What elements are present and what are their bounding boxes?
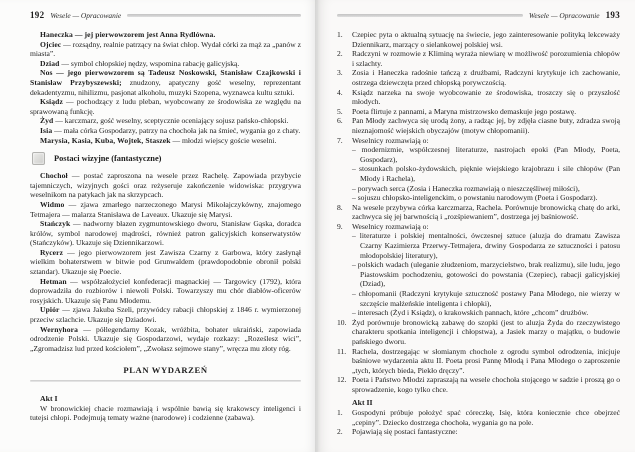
- item-text: Radczyni w rozmowie z Kliminą wyraża niewiarę w możliwość porozumienia chłopów i szlachty.: [352, 49, 620, 68]
- header-rule: [337, 14, 523, 17]
- character-name: Hetman: [40, 276, 67, 286]
- plan-item: [337, 136, 620, 203]
- character-paragraph: Ojciec — rozsądny, realnie patrzący na świat chłop. Wydał córki za mąż za „panów z miasta”.: [30, 39, 301, 59]
- character-paragraph: Chochoł — postać zaproszona na wesele przez Rachelę. Zapowiada przybycie tajemniczych, wizyjnych gości oraz reżyseruje zakończenie widowiska: przygrywa weselnikom na patykach jak na skrzypcach.: [30, 171, 301, 200]
- act2-plan-items: [337, 408, 620, 437]
- item-text: Gospodyni próbuje położyć spać córeczkę, Isię, która koniecznie chce obejrzeć „cepiny”. Dziecko dostrzega chochoła, wygania go na pole.: [352, 408, 620, 427]
- character-paragraph: Isia — mała córka Gospodarzy, patrzy na chochoła jak na śmieć, wygania go z chaty.: [40, 125, 301, 135]
- item-number: 8.: [337, 202, 343, 212]
- plan-subitem: – literaturze i polskiej mentalności, ówczesnej sztuce (aluzja do dramatu Zawisza Czarny Kazimierza Przerwy-Tetmajera, drwiny Gospodarza ze sztuczności i patosu młodopolskiej literatury),: [352, 231, 620, 260]
- plan-item: [337, 427, 620, 437]
- item-text: Na wesele przybywa córka karczmarza, Rachela. Porównuje bronowicką chatę do arki, zachwyca się jej barwnością i „rozśpiewaniem”, dostrzega jej baśniowość.: [352, 202, 620, 222]
- character-paragraph: [30, 30, 301, 40]
- plan-item: [337, 107, 620, 117]
- act1-intro: W bronowickiej chacie rozmawiają i wspólnie bawią się krakowscy inteligenci i tutejsi chłopi. Podejmują tematy ważne (narodowe) i codzienne (zabawa).: [30, 403, 301, 423]
- item-number: 9.: [337, 221, 343, 231]
- act1-heading: Akt I: [40, 394, 58, 403]
- character-paragraphs: [30, 30, 301, 145]
- item-number: 7.: [337, 135, 343, 145]
- plan-subitem: – chłopomanii (Radczyni krytykuje sztuczność postawy Pana Młodego, nie wierzy w szczęście małżeńskie inteligenta i chłopki),: [352, 289, 620, 308]
- character-paragraph: Ksiądz — pochodzący z ludu pleban, wyobcowany ze środowiska ze względu na sprawowaną funkcję.: [30, 97, 301, 116]
- item-text: Zosia i Haneczka radośnie tańczą z drużbami, Radczyni krytykuje ich zachowanie, ostrzega dziewczęta przed chłopską porywczością.: [352, 68, 620, 87]
- running-title: Wesele — Opracowanie: [528, 10, 600, 20]
- plan-subitem: – sojuszu chłopsko-inteligenckim, o powstaniu narodowym (Poeta i Gospodarz).: [352, 193, 598, 203]
- item-number: 11.: [337, 346, 347, 356]
- character-name: Stańczyk: [40, 219, 71, 229]
- page-193: [318, 0, 635, 452]
- plan-item: [337, 222, 620, 318]
- act1-plan-items: [337, 30, 620, 395]
- character-paragraph: Żyd — karczmarz, gość weselny, sceptycznie oceniający sojusz pańsko-chłopski.: [40, 116, 289, 126]
- character-name: Ojciec: [40, 39, 62, 49]
- plan-item: [337, 88, 620, 107]
- item-text: Ksiądz narzeka na swoje wyobcowanie ze środowiska, troszczy się o przyszłość młodych.: [352, 87, 620, 107]
- item-text: Pan Młody zachwyca się urodą żony, a radząc jej, by zdjęła ciasne buty, zdradza swoją nieznajomość wiejskich obyczajów (motyw chłopomanii).: [352, 116, 620, 135]
- plan-item: [337, 116, 620, 135]
- plan-item: [337, 203, 620, 222]
- item-number: 1.: [337, 30, 343, 39]
- character-name: Chochoł: [40, 171, 68, 181]
- item-number: 4.: [337, 87, 343, 97]
- character-name: Żyd: [40, 116, 54, 126]
- character-paragraph: Rycerz — jego pierwowzorem jest Zawisza Czarny z Garbowa, który zasłynął wielkim bohaterstwem w bitwie pod Grunwaldem (prawdopodobnie obronił polski sztandar). Ukazuje się Poecie.: [30, 247, 301, 277]
- plan-item: [337, 347, 620, 376]
- ornament-square-icon: [32, 152, 45, 165]
- plan-subitem: – polskich wadach (uleganie złudzeniom, marzycielstwo, brak realizmu), sile ludu, jego Piastowskim pochodzeniu, gotowości do powstania (Czepiec), rabacji galicyjskiej (Dziad),: [352, 260, 620, 289]
- character-paragraph: Hetman — współzałożyciel konfederacji magnackiej — Targowicy (1792), która doprowadziła do rozbiorów i niewoli Polski. Towarzyszy mu chór diabłów-oficerów rosyjskich. Ukazuje się Panu Młodemu.: [30, 276, 301, 305]
- item-text: Weselnicy rozmawiają o: – literaturze i polskiej mentalności, ówczesnej sztuce (aluzja do dramatu Zawisza Czarny Kazimierza Przerwy-Tetmajera, drwiny Gospodarza ze sztuczności i patosu młodopolskiej literatury), – polskich wadach (uleganie złudzeniom, marzycielstwo, brak realizmu), sile ludu, jego Piastowskim pochodzeniu, gotowości do powstania (Czepiec), rabacji galicyjskiej (Dziad), – chłopomanii (Radczyni krytykuje sztuczność postawy Pana Młodego, nie wierzy w szczęście małżeńskie inteligenta i chłopki), – interesach (Żyd i Ksiądz), o krakowskich pannach, które „chcom” drużbów.: [352, 221, 620, 318]
- section-heading: Postaci wizyjne (fantastyczne): [54, 153, 162, 163]
- item-number: 1.: [337, 408, 343, 418]
- page-number: 192: [30, 10, 45, 20]
- act2-heading: Akt II: [352, 397, 373, 407]
- item-number: 10.: [337, 317, 347, 327]
- item-text: Poeta i Państwo Młodzi zapraszają na wesele chochoła stojącego w sadzie i proszą go o sprowadzenie, kogo tylko chce.: [352, 375, 620, 394]
- item-number: 5.: [337, 106, 343, 116]
- item-number: 2.: [337, 427, 343, 437]
- plan-item: [337, 68, 620, 87]
- character-name: Haneczka — jej pierwowzorem jest Anna Rydlówna.: [40, 30, 216, 39]
- plan-item: [337, 375, 620, 394]
- plan-subitem: – interesach (Żyd i Ksiądz), o krakowskich pannach, które „chcom” drużbów.: [352, 308, 589, 318]
- plan-item: [337, 30, 620, 49]
- item-text: Rachela, dostrzegając w słomianym chochole z ogrodu symbol odrodzenia, inicjuje baśniowe wydarzenia aktu II. Poeta prosi Pannę Młodą i Pana Młodego o zaproszenie „tych, których bieda, Piekło dręczy”.: [352, 346, 620, 375]
- character-name: Isia: [40, 125, 53, 135]
- section-heading-row: [32, 152, 301, 165]
- character-paragraph: Widmo — zjawa zmarłego narzeczonego Marysi Mikołajczykówny, znajomego Tetmajera — malarza Stanisława de Laveaux. Ukazuje się Marysi.: [30, 199, 301, 219]
- character-name: Marysia, Kasia, Kuba, Wojtek, Staszek: [40, 135, 171, 145]
- running-title: Wesele — Opracowanie: [50, 10, 122, 20]
- item-number: 6.: [337, 116, 343, 126]
- running-head-right: [337, 9, 620, 21]
- character-paragraph: Nos — jego pierwowzorem są Tadeusz Noskowski, Stanisław Czajkowski i Stanisław Przybyszewski; znudzony, apatyczny gość weselny, reprezentant dekadentyzmu, nihilizmu, pasjonat alkoholu, muzyki Szopena, wyznawca kultu sztuki.: [30, 68, 301, 97]
- item-text: Czepiec pyta o aktualną sytuację na świecie, jego zainteresowanie polityką lekceważy Dziennikarz, marzący o sielankowej polskiej wsi.: [352, 30, 620, 49]
- item-text: Pojawiają się postaci fantastyczne:: [352, 427, 458, 437]
- plan-subitem: – stosunkach polsko-żydowskich, pięknie wiejskiego krajobrazu i sile chłopów (Pan Młody i Rachela),: [352, 164, 620, 183]
- character-paragraph: Upiór — zjawa Jakuba Szeli, przywódcy rabacji chłopskiej z 1846 r. wymierzonej przeciw szlachcie. Ukazuje się Dziadowi.: [30, 305, 301, 325]
- plan-subitem: – modernizmie, współczesnej literaturze, nastrojach epoki (Pan Młody, Poeta, Gospodarz),: [352, 145, 620, 164]
- visionary-paragraphs: [30, 171, 301, 353]
- character-name: Rycerz: [40, 247, 64, 257]
- plan-heading: PLAN WYDARZEŃ: [123, 365, 208, 376]
- plan-subitem: – porywach serca (Zosia i Haneczka rozmawiają o nieszczęśliwej miłości),: [352, 183, 580, 193]
- character-paragraph: Marysia, Kasia, Kuba, Wojtek, Staszek — młodzi wiejscy goście weselni.: [40, 135, 277, 145]
- item-number: 12.: [337, 375, 347, 385]
- plan-heading-rule: [30, 380, 301, 382]
- item-text: Żyd porównuje bronowicką zabawę do szopki (jest to aluzja Żyda do rzeczywistego charakteru spotkania inteligencji i chłopstwa), a Jasiek marzy o majątku, o budowie pańskiego dworu.: [352, 317, 620, 346]
- character-paragraph: Stańczyk — nadworny błazen zygmuntowskiego dworu, Stanisław Gąska, doradca królów, symbol narodowej mądrości, również patron galicyjskich konserwatystów (Stańczyków). Ukazuje się Dziennikarzowi.: [30, 219, 301, 248]
- plan-item: [337, 318, 620, 347]
- plan-item: [337, 408, 620, 427]
- character-name: Ksiądz: [40, 97, 63, 107]
- character-name: Wernyhora: [40, 324, 79, 334]
- running-head-left: [30, 9, 301, 21]
- item-text: Poeta flirtuje z pannami, a Maryna mistrzowsko demaskuje jego postawę.: [352, 106, 577, 116]
- character-name: Nos — jego pierwowzorem są Tadeusz Noskowski, Stanisław Czajkowski i Stanisław Przybyszewski;: [30, 68, 301, 87]
- character-name: Dziad: [40, 58, 60, 68]
- item-text: Weselnicy rozmawiają o: – modernizmie, współczesnej literaturze, nastrojach epoki (Pan Młody, Poeta, Gospodarz), – stosunkach polsko-żydowskich, pięknie wiejskiego krajobrazu i sile chłopów (Pan Młody i Rachela), – porywach serca (Zosia i Haneczka rozmawiają o nieszczęśliwej miłości), – sojuszu chłopsko-inteligenckim, o powstaniu narodowym (Poeta i Gospodarz).: [352, 135, 620, 203]
- character-paragraph: Dziad — symbol chłopskiej nędzy, wspomina rabację galicyjską.: [40, 58, 240, 68]
- page-number: 193: [605, 10, 620, 20]
- item-number: 2.: [337, 49, 343, 59]
- item-number: 3.: [337, 68, 343, 78]
- character-name: Widmo: [40, 199, 65, 209]
- plan-item: [337, 49, 620, 68]
- character-paragraph: Wernyhora — półlegendarny Kozak, wróżbita, bohater ukraiński, zapowiada odrodzenie Polski. Ukazuje się Gospodarzowi, wydaje rozkazy: „Roześlesz wici”, „Zgromadzisz lud przed kościołem”, „Zwołasz sejmowe stany”, wręcza mu złoty róg.: [30, 324, 301, 353]
- header-rule: [127, 14, 301, 17]
- character-name: Upiór: [40, 305, 60, 315]
